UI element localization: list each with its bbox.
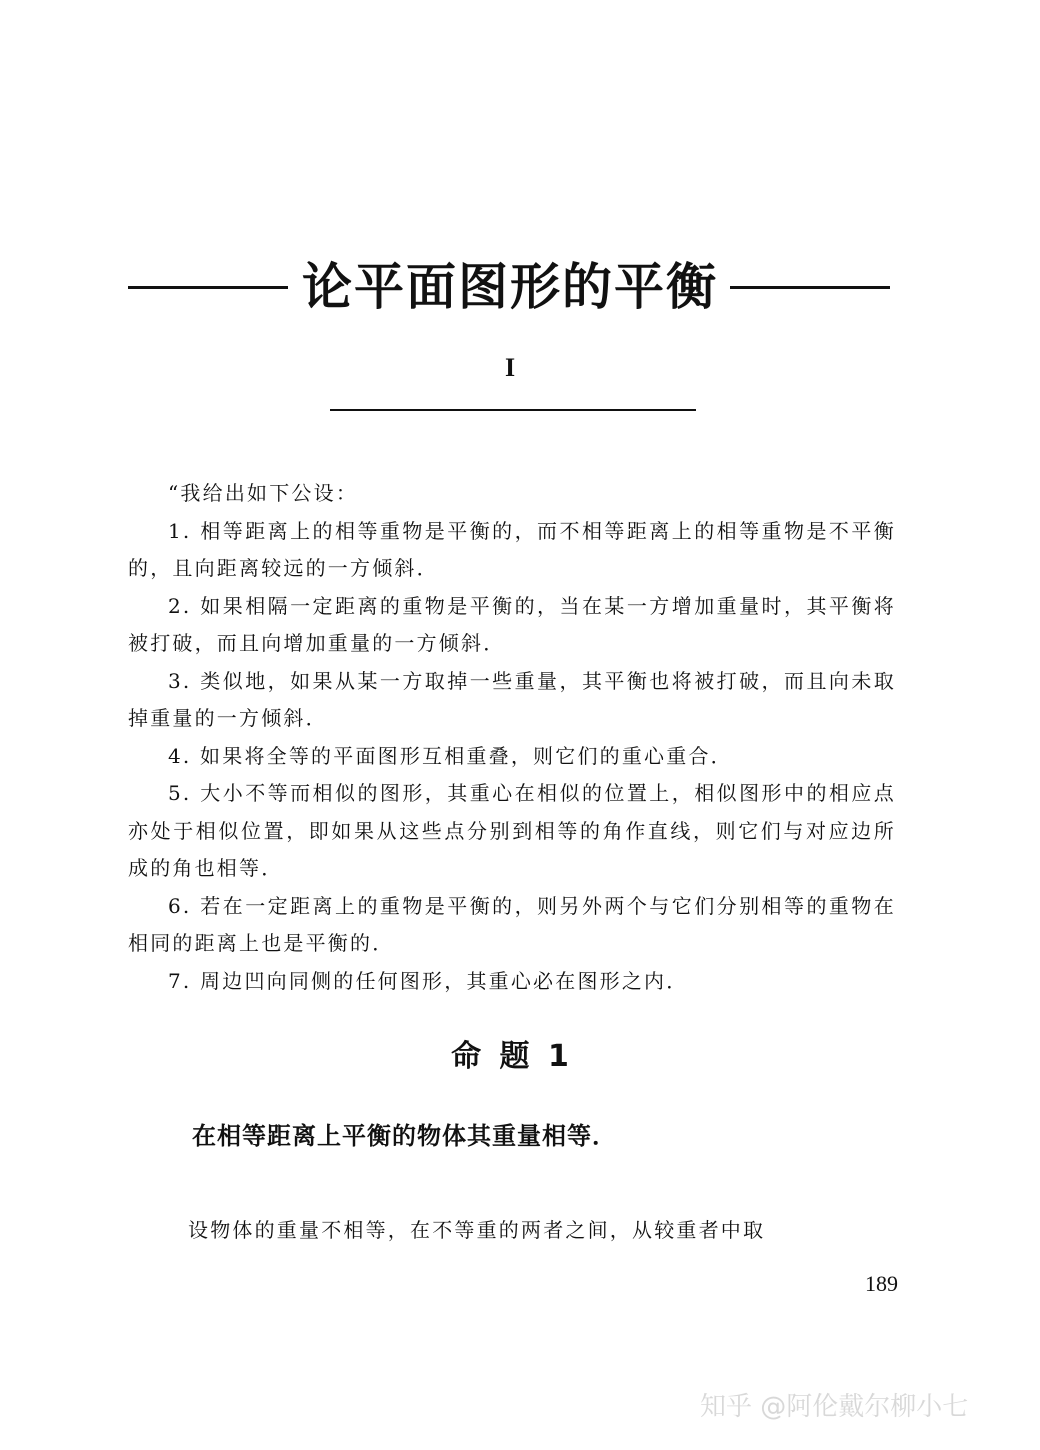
page-number: 189 xyxy=(865,1271,898,1296)
postulate-6: 6. 若在一定距离上的重物是平衡的，则另外两个与它们分别相等的重物在相同的距离上也是平衡的． xyxy=(128,893,896,955)
intro-paragraph: “我给出如下公设： xyxy=(168,481,359,505)
postulate-7: 7. 周边凹向同侧的任何图形，其重心必在图形之内． xyxy=(168,968,689,993)
postulate-3: 3. 类似地，如果从某一方取掉一些重量，其平衡也将被打破，而且向未取掉重量的一方倾斜． xyxy=(128,668,896,730)
proof-paragraph: 设物体的重量不相等，在不等重的两者之间，从较重者中取 xyxy=(188,1218,766,1242)
postulates-body xyxy=(128,475,896,1000)
postulate-2: 2. 如果相隔一定距离的重物是平衡的，当在某一方增加重量时，其平衡将被打破，而且向增加重量的一方倾斜． xyxy=(128,593,896,655)
proposition-statement: 在相等距离上平衡的物体其重量相等． xyxy=(192,1122,617,1150)
proposition-heading: 命 题 1 xyxy=(451,1039,573,1074)
watermark: 知乎 @阿伦戴尔柳小七 xyxy=(700,1392,969,1422)
page-title: 论平面图形的平衡 xyxy=(302,258,718,316)
postulate-1: 1. 相等距离上的相等重物是平衡的，而不相等距离上的相等重物是不平衡的，且向距离较远的一方倾斜． xyxy=(128,518,896,580)
title-rule-right xyxy=(730,286,890,289)
postulate-4: 4. 如果将全等的平面图形互相重叠，则它们的重心重合． xyxy=(168,743,733,768)
postulate-5: 5. 大小不等而相似的图形，其重心在相似的位置上，相似图形中的相应点亦处于相似位置，即如果从这些点分别到相等的角作直线，则它们与对应边所成的角也相等． xyxy=(128,781,896,880)
section-number: I xyxy=(504,353,516,382)
title-row xyxy=(0,255,1040,325)
title-rule-left xyxy=(128,286,288,289)
section-rule xyxy=(330,409,696,411)
